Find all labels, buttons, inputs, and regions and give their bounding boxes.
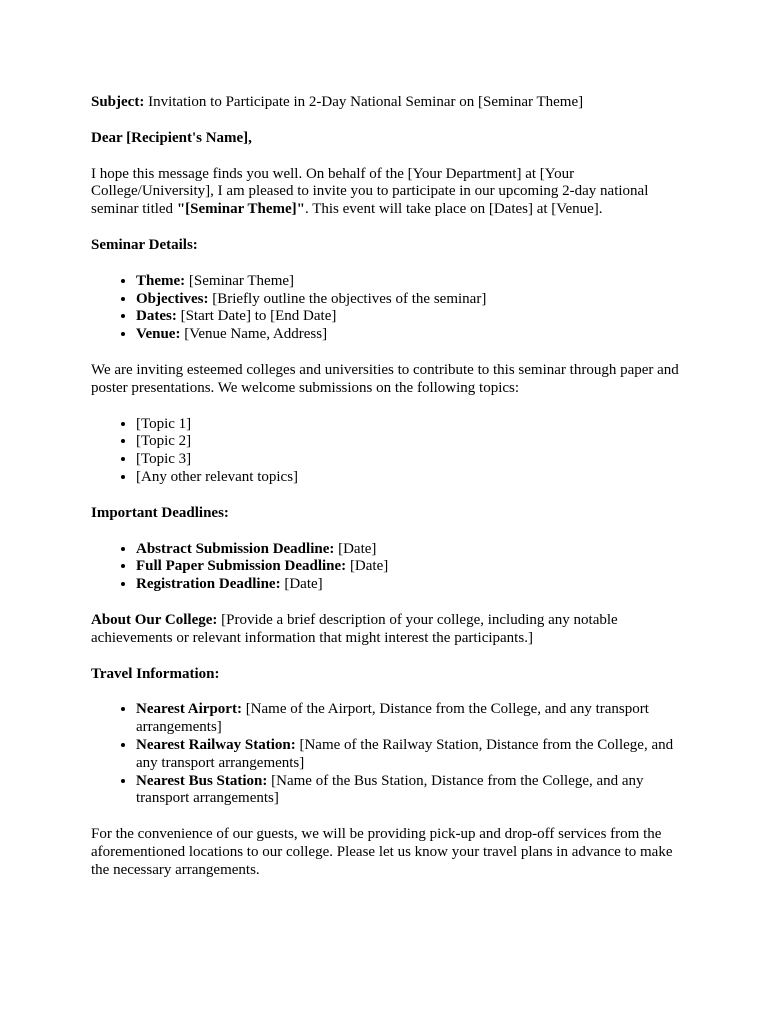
greeting	[91, 130, 685, 148]
topic-item: • [Topic 1]	[136, 416, 685, 434]
travel-list	[91, 701, 685, 808]
travel-item	[136, 701, 685, 737]
deadlines-list	[91, 541, 685, 594]
deadline-item	[136, 558, 685, 576]
seminar-details-heading-text: Seminar Details:	[91, 236, 198, 253]
topic-item: • [Any other relevant topics]	[136, 469, 685, 487]
travel-item-value: [Name of the Railway Station, Distance from the College, and any transport arrangements]	[136, 736, 674, 771]
list-item-value: [Venue Name, Address]	[180, 326, 328, 343]
intro-text-1: I hope this message finds you well. On behalf of the [Your Department] at [Your College/University], I am pleased to invite you to participate in our upcoming 2-day national seminar titled	[91, 165, 649, 218]
list-item-label: Theme:	[136, 272, 186, 289]
deadlines-heading	[91, 505, 685, 523]
travel-heading-text: Travel Information:	[91, 665, 220, 682]
topic-item: • [Topic 3]	[136, 451, 685, 469]
seminar-title: "[Seminar Theme]"	[176, 201, 305, 218]
list-item	[136, 291, 685, 309]
deadline-label: Registration Deadline:	[136, 576, 281, 593]
travel-item-label: Nearest Bus Station:	[136, 772, 268, 789]
invite-text: We are inviting esteemed colleges and universities to contribute to this seminar through paper and poster presentations. We welcome submissions on the following topics:	[91, 361, 679, 396]
topics-list	[91, 416, 685, 487]
invite-paragraph	[91, 362, 685, 398]
list-item-value: [Briefly outline the objectives of the seminar]	[208, 290, 487, 307]
deadline-item	[136, 541, 685, 559]
about-college-text: [Provide a brief description of your college, including any notable achievements or relevant information that might interest the participants.]	[91, 611, 618, 646]
travel-item-label: Nearest Railway Station:	[136, 736, 296, 753]
deadline-item	[136, 576, 685, 594]
list-item	[136, 308, 685, 326]
deadline-value: [Date]	[334, 540, 377, 557]
deadline-value: [Date]	[280, 576, 323, 593]
list-item-value: [Seminar Theme]	[185, 272, 295, 289]
seminar-details-list	[91, 273, 685, 344]
intro-text-2: . This event will take place on [Dates] at [Venue].	[305, 201, 603, 218]
subject-label: Subject:	[91, 94, 145, 110]
intro-paragraph	[91, 166, 685, 219]
list-item-label: Dates:	[136, 308, 177, 325]
travel-item-label: Nearest Airport:	[136, 701, 242, 718]
subject-text: Invitation to Participate in 2-Day National Seminar on [Seminar Theme]	[144, 94, 584, 110]
travel-item	[136, 737, 685, 773]
travel-item-value: [Name of the Bus Station, Distance from the College, and any transport arrangements]	[136, 772, 644, 807]
deadline-value: [Date]	[346, 558, 389, 575]
travel-heading	[91, 666, 685, 684]
list-item-value: [Start Date] to [End Date]	[176, 308, 337, 325]
deadline-label: Full Paper Submission Deadline:	[136, 558, 347, 575]
subject-line	[91, 94, 685, 112]
greeting-text: Dear [Recipient's Name],	[91, 129, 252, 146]
list-item	[136, 326, 685, 344]
list-item-label: Venue:	[136, 326, 181, 343]
seminar-details-heading	[91, 237, 685, 255]
document-page	[91, 94, 685, 898]
list-item-label: Objectives:	[136, 290, 209, 307]
about-college-label: About Our College:	[91, 611, 218, 628]
closing-text: For the convenience of our guests, we will be providing pick-up and drop-off services from the aforementioned locations to our college. Please let us know your travel plans in advance to make the necessary arrangements.	[91, 826, 673, 878]
deadline-label: Abstract Submission Deadline:	[136, 540, 335, 557]
travel-item	[136, 773, 685, 809]
closing-paragraph	[91, 826, 685, 879]
topic-item: • [Topic 2]	[136, 433, 685, 451]
list-item	[136, 273, 685, 291]
deadlines-heading-text: Important Deadlines:	[91, 504, 229, 521]
travel-item-value: [Name of the Airport, Distance from the College, and any transport arrangements]	[136, 701, 649, 736]
about-college-paragraph	[91, 612, 685, 648]
